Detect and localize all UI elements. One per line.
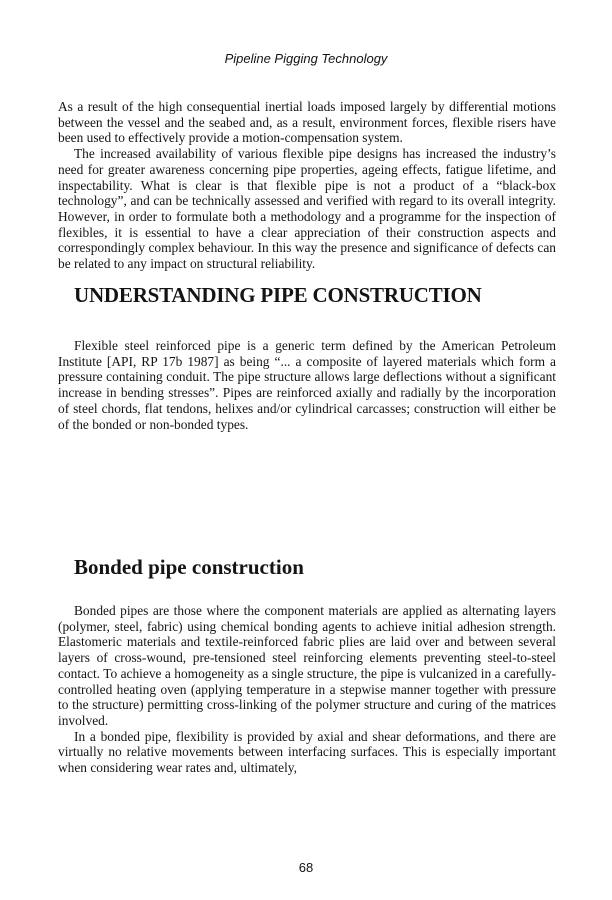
bonded-text xyxy=(58,603,556,776)
paragraph: The increased availability of various flexible pipe designs has increased the industry’s need for greater awareness concerning pipe properties, ageing effects, fatigue lifetime, and inspectability. What is clear is that flexible pipe is not a product of a “black-box technology”, and can be technically assessed and verified with regard to its overall integrity. However, in order to formulate both a methodology and a programme for the inspection of flexibles, it is essential to have a clear appreciation of their construction aspects and correspondingly complex behaviour. In this way the presence and significance of defects can be related to any impact on structural reliability. xyxy=(58,146,556,272)
paragraph: As a result of the high consequential inertial loads imposed largely by differential motions between the vessel and the seabed and, as a result, environment forces, flexible risers have been used to effectively provide a motion-compensation system. xyxy=(58,99,556,146)
running-head: Pipeline Pigging Technology xyxy=(224,51,388,66)
subsection-heading: Bonded pipe construction xyxy=(74,555,304,579)
paragraph: Bonded pipes are those where the component materials are applied as alternating layers (polymer, steel, fabric) using chemical bonding agents to achieve initial adhesion strength. Elastomeric materials and textile-reinforced fabric plies are laid over and between several layers of cross-wound, pre-tensioned steel reinforcing elements preventing steel-to-steel contact. To achieve a homogeneity as a single structure, the pipe is vulcanized in a carefully-controlled heating oven (applying temperature in a stepwise manner together with pressure to the structure) permitting cross-linking of the polymer structure and curing of the matrices involved. xyxy=(58,603,556,728)
construction-text xyxy=(58,338,556,432)
page-number: 68 xyxy=(298,860,314,875)
paragraph: In a bonded pipe, flexibility is provided by axial and shear deformations, and there are virtually no relative movements between interfacing surfaces. This is especially important when considering wear rates and, ultimately, xyxy=(58,728,556,776)
intro-text xyxy=(58,99,556,272)
paragraph: Flexible steel reinforced pipe is a generic term defined by the American Petroleum Institute [API, RP 17b 1987] as being “... a composite of layered materials which form a pressure containing conduit. The pipe structure allows large deflections without a significant increase in bending stresses”. Pipes are reinforced axially and radially by the incorporation of steel chords, flat tendons, helixes and/or cylindrical carcasses; construction will either be of the bonded or non-bonded types. xyxy=(58,338,556,432)
section-heading: UNDERSTANDING PIPE CONSTRUCTION xyxy=(74,283,482,307)
